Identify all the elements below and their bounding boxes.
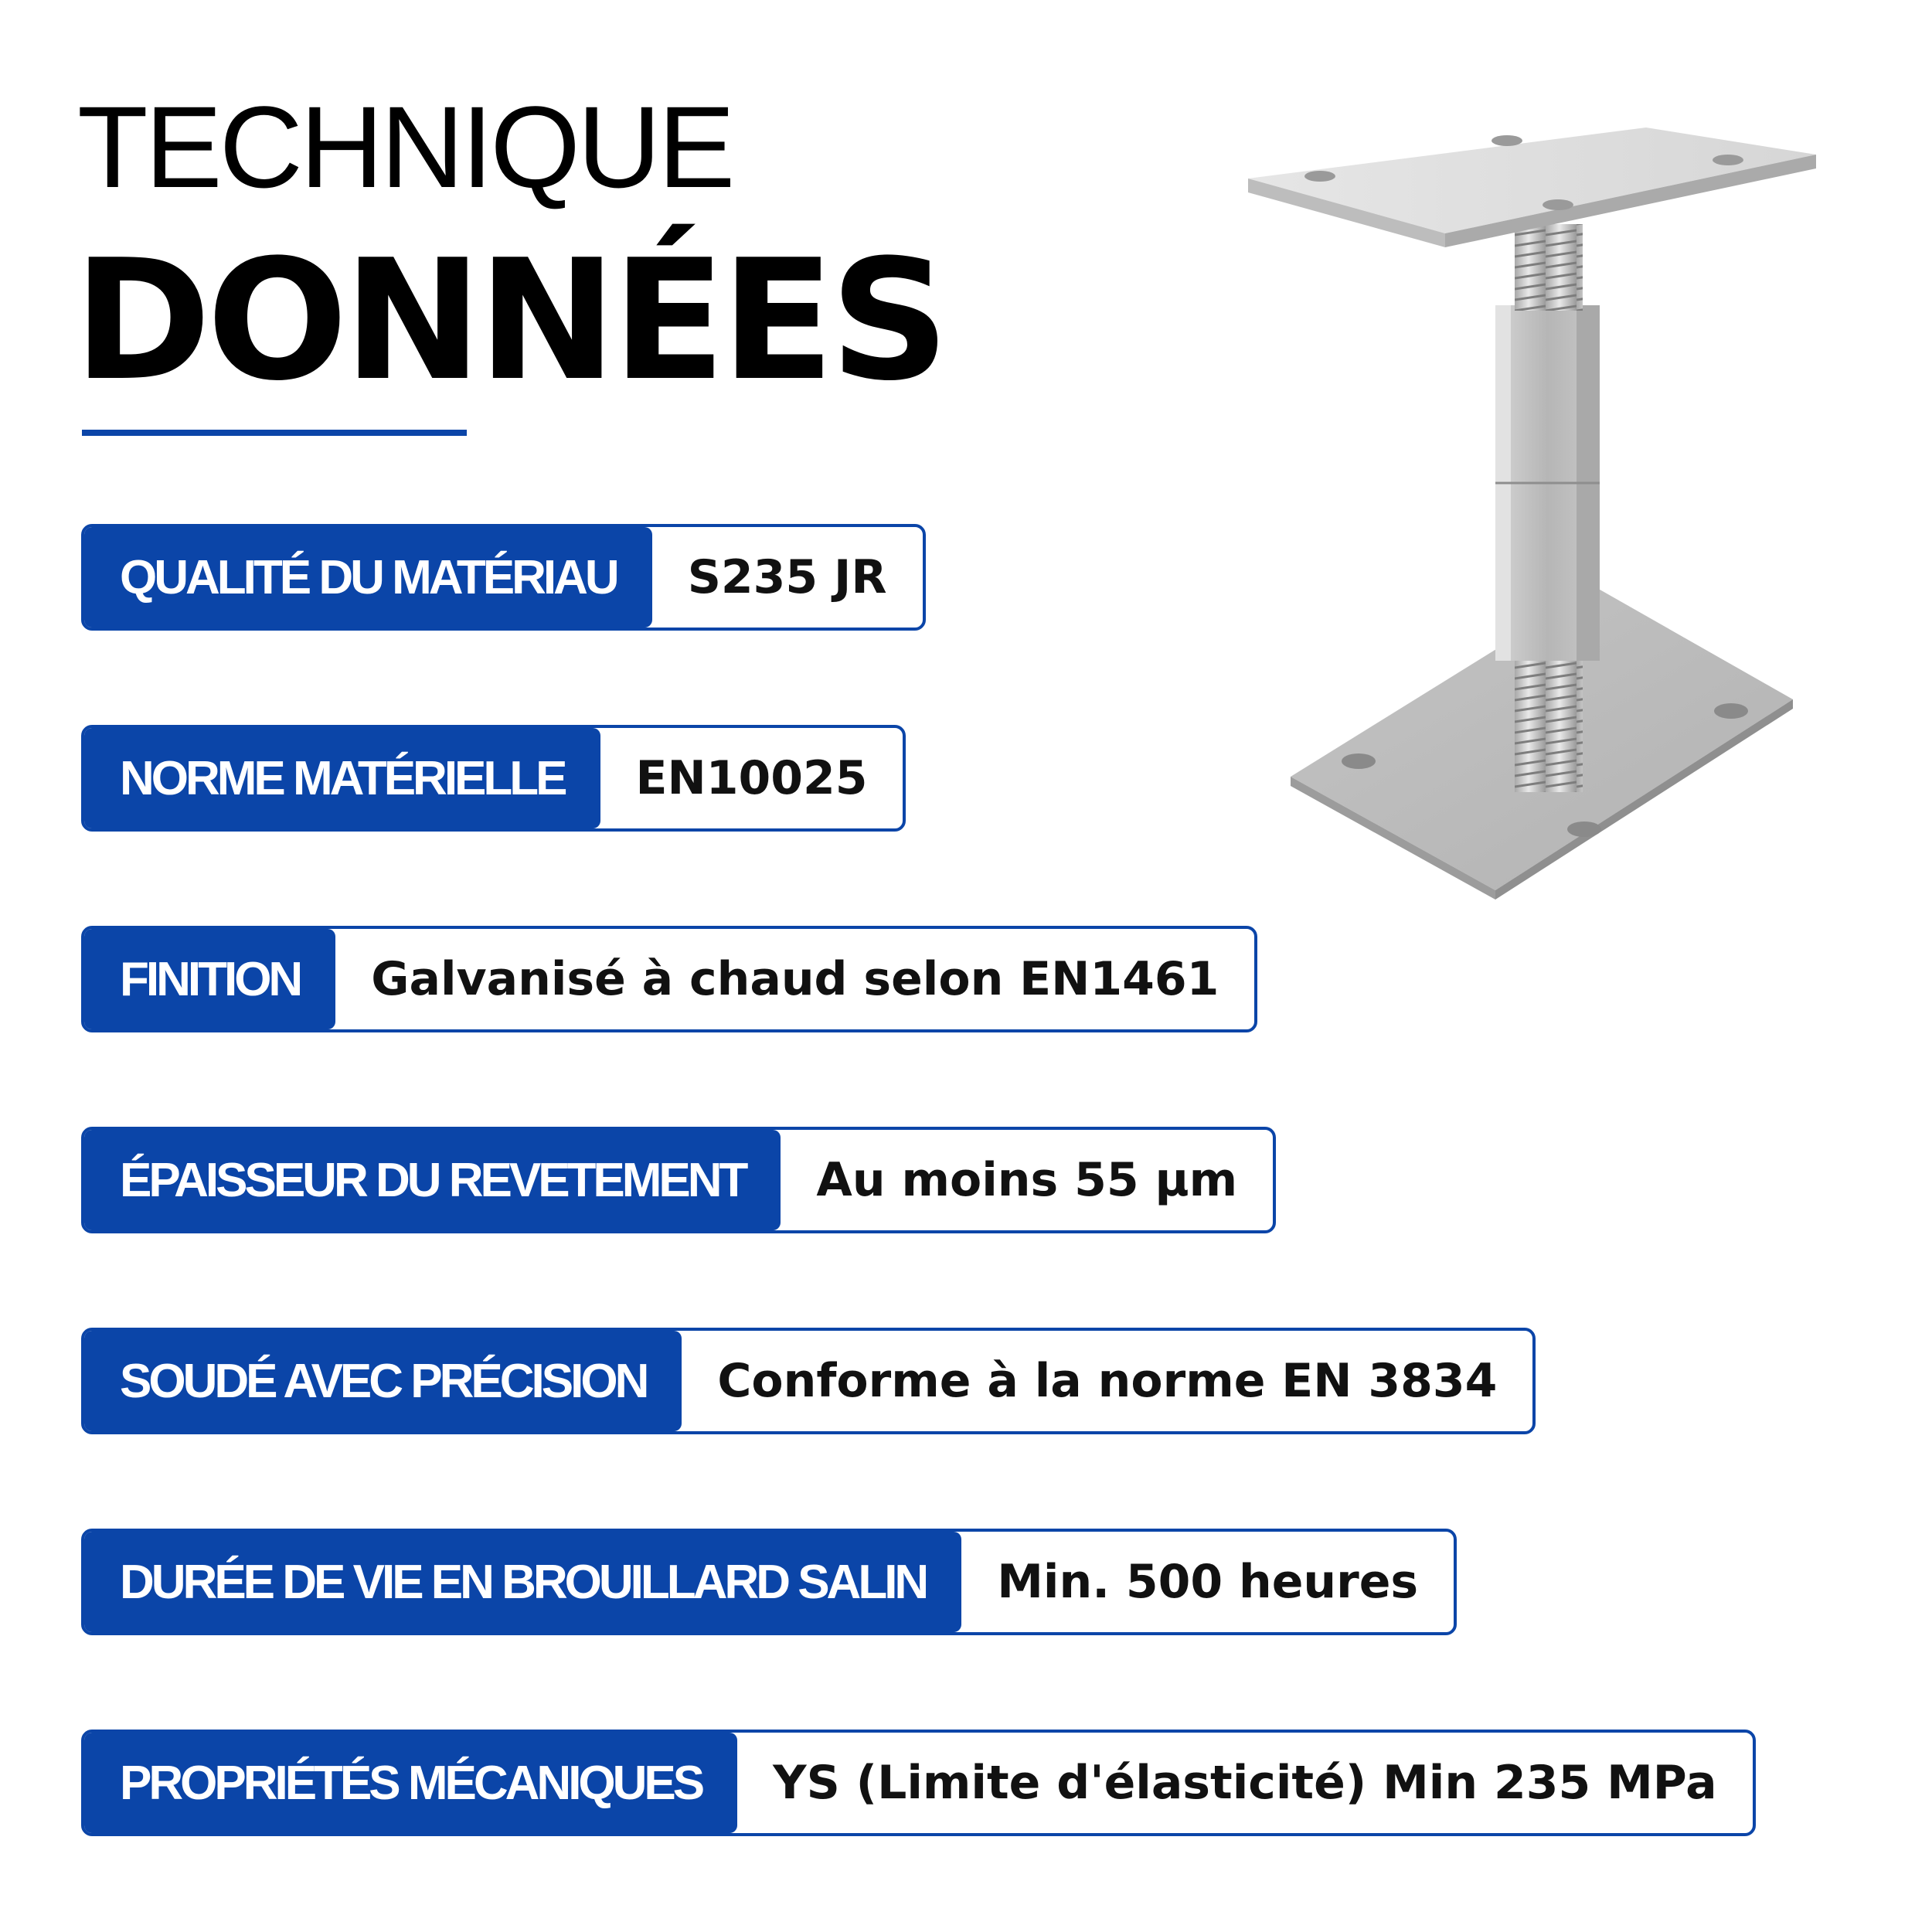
spec-row-material-standard: [81, 725, 906, 832]
spec-row-finish: [81, 926, 1257, 1032]
spec-row-coating-thickness: [81, 1127, 1276, 1233]
title-technique: TECHNIQUE: [77, 82, 733, 212]
title-underline: [82, 430, 467, 436]
spec-value: Min. 500 heures: [997, 1555, 1419, 1609]
spec-label: PROPRIÉTÉS MÉCANIQUES: [84, 1733, 737, 1833]
spec-label: FINITION: [84, 929, 335, 1029]
spec-label: DURÉE DE VIE EN BROUILLARD SALIN: [84, 1532, 961, 1632]
spec-value: Conforme à la norme EN 3834: [717, 1354, 1498, 1408]
spec-row-material-quality: [81, 524, 926, 631]
spec-label: ÉPAISSEUR DU REVETEMENT: [84, 1130, 781, 1230]
spec-value: Au moins 55 µm: [816, 1153, 1238, 1207]
spec-row-salt-spray-life: [81, 1529, 1457, 1635]
spec-value: YS (Limite d'élasticité) Min 235 MPa: [773, 1756, 1717, 1810]
spec-label: NORME MATÉRIELLE: [84, 728, 600, 828]
title-donnees: DONNÉES: [73, 223, 945, 417]
spec-value: S235 JR: [687, 550, 887, 604]
spec-row-mechanical-properties: [81, 1730, 1756, 1836]
spec-row-precision-welding: [81, 1328, 1536, 1434]
adjustable-post-base-image: [1236, 108, 1839, 912]
spec-value: EN10025: [635, 751, 868, 805]
spec-label: QUALITÉ DU MATÉRIAU: [84, 527, 652, 628]
spec-label: SOUDÉ AVEC PRÉCISION: [84, 1331, 682, 1431]
spec-value: Galvanisé à chaud selon EN1461: [371, 952, 1219, 1006]
